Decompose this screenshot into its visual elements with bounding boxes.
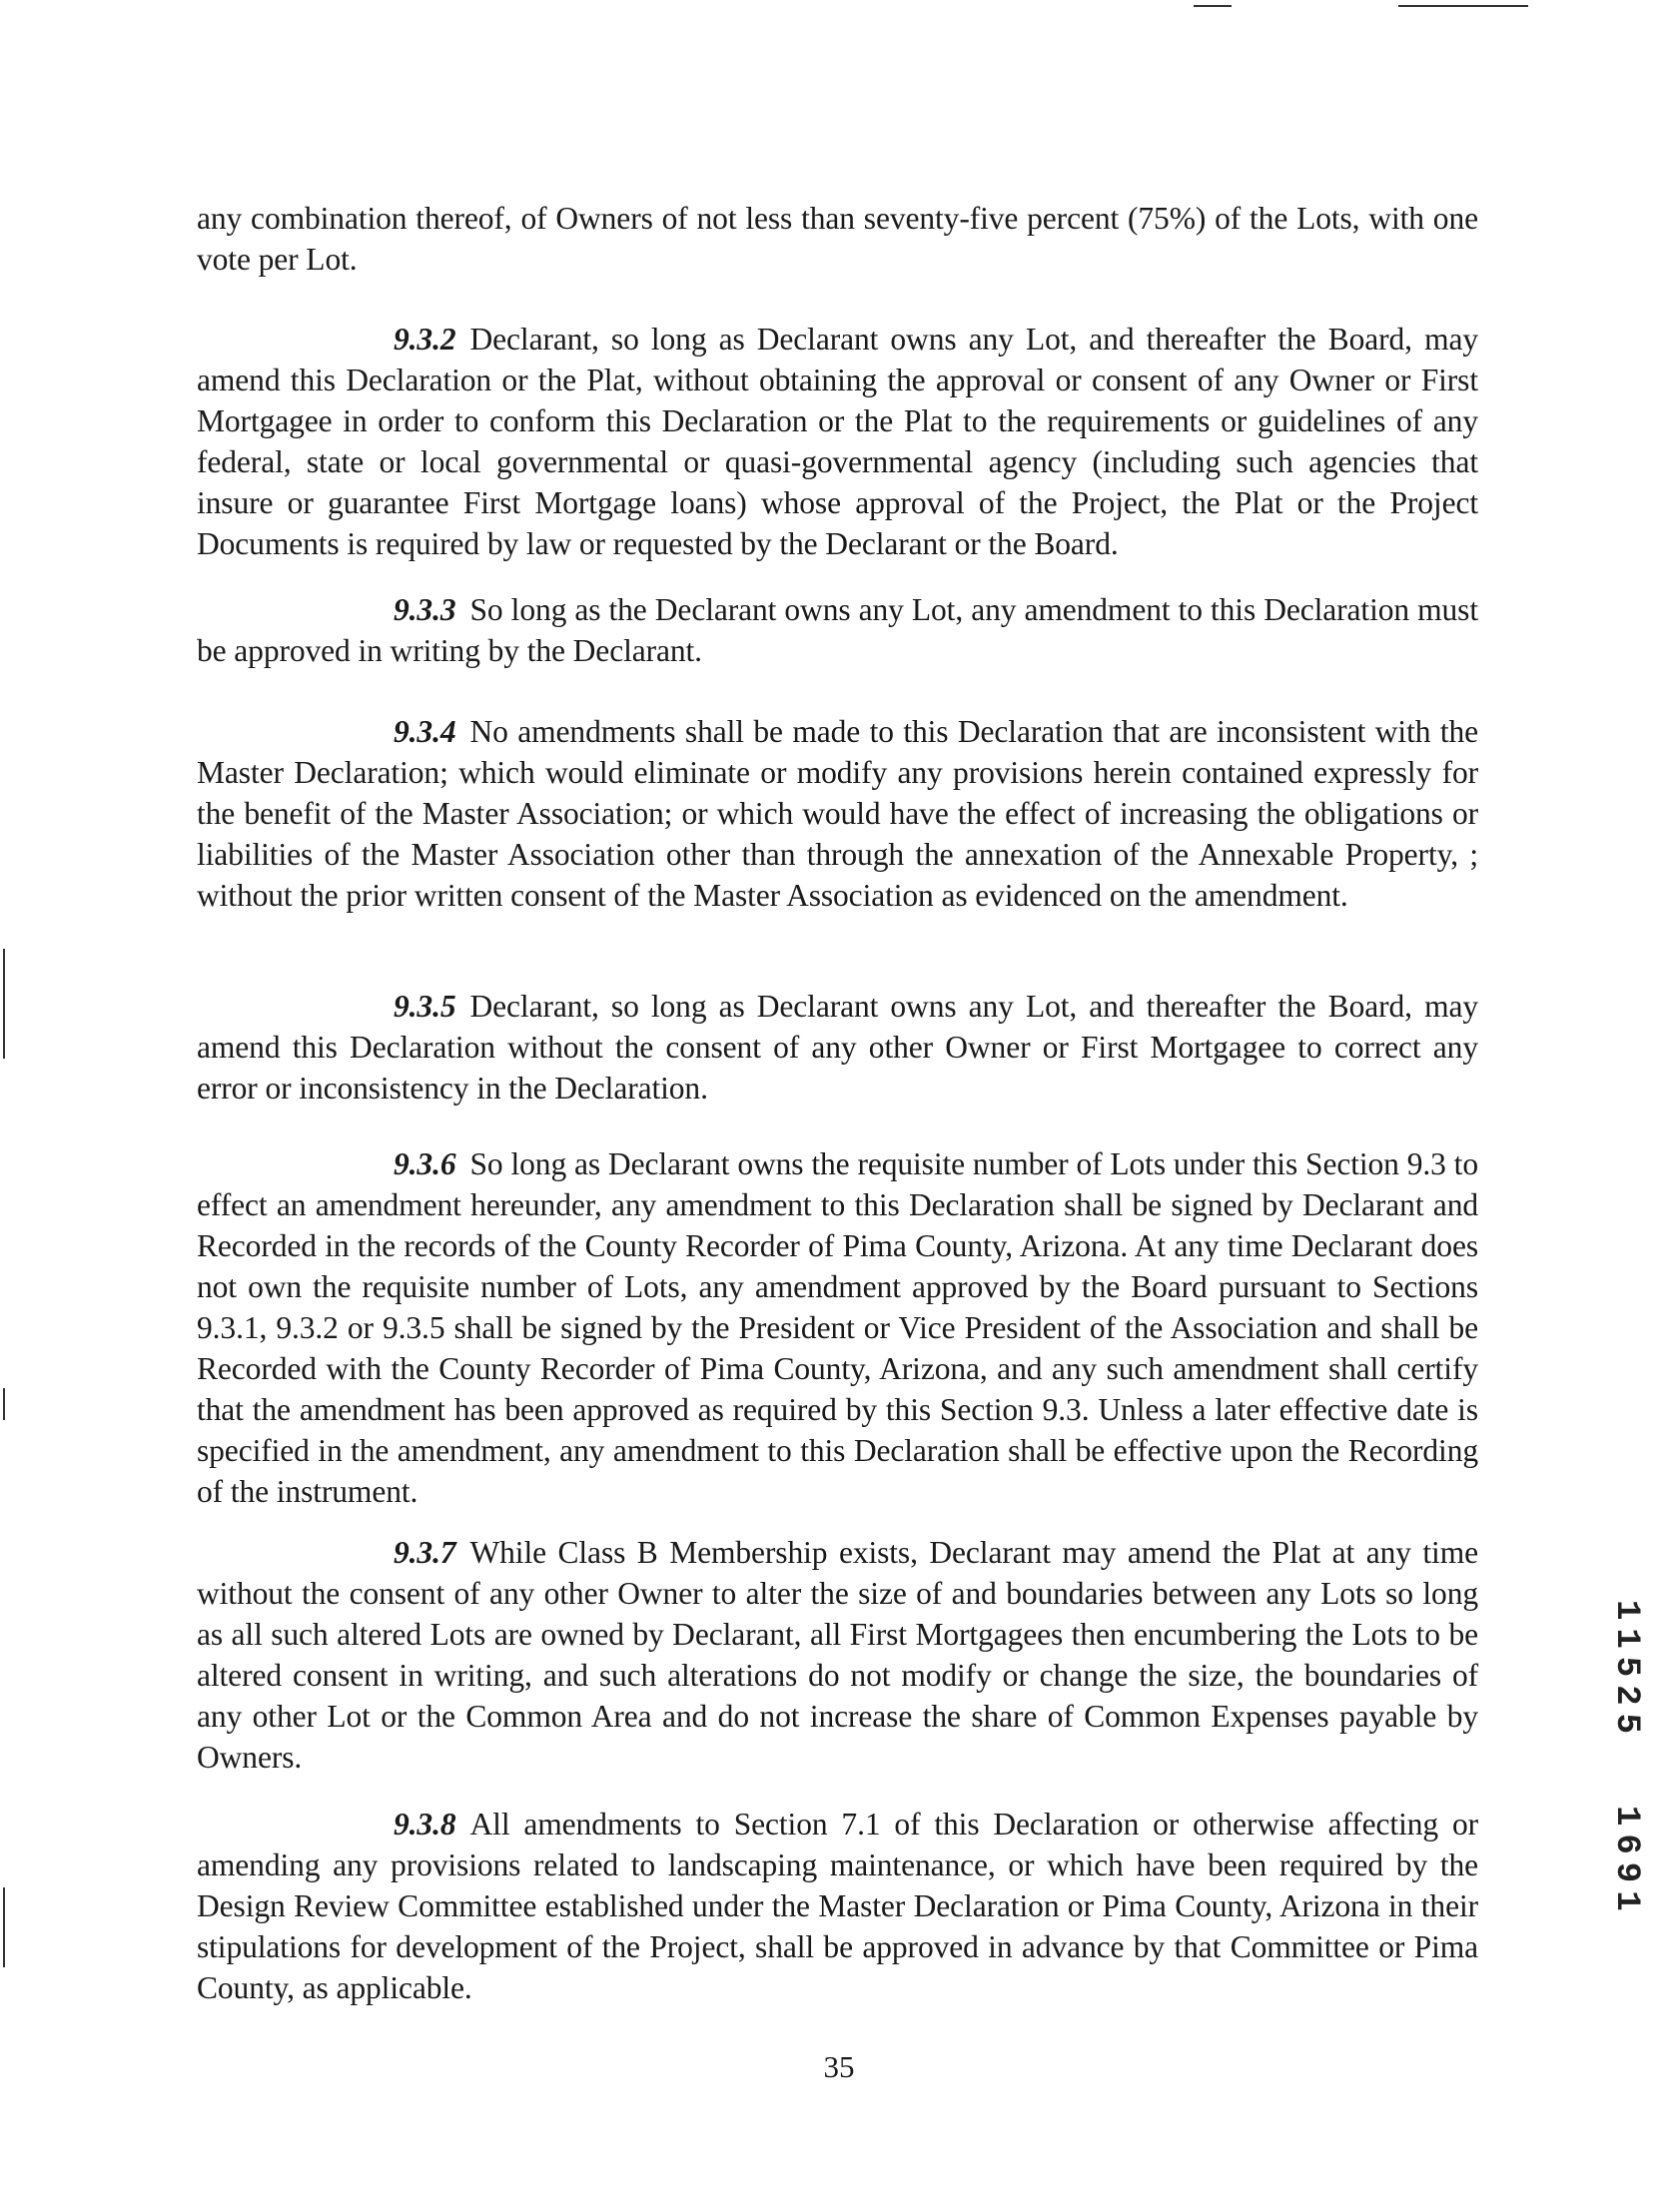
section-number: 9.3.4 — [394, 714, 456, 749]
section-text: So long as Declarant owns the requisite number of Lots under this Section 9.3 to effect an amendment hereunder, any amendment to this Declaration shall be signed by Declarant and Recorded in the records of the County Recorder of Pima County, Arizona. At any time Declarant does not own the requisite number of Lots, any amendment approved by the Board pursuant to Sections 9.3.1, 9.3.2 or 9.3.5 shall be signed by the President or Vice President of the Association and shall be Recorded with the County Recorder of Pima County, Arizona, and any such amendment shall certify that the amendment has been approved as required by this Section 9.3. Unless a later effective date is specified in the amendment, any amendment to this Declaration shall be effective upon the Recording of the instrument. — [197, 1146, 1478, 1509]
section-number: 9.3.2 — [394, 322, 456, 357]
section-text: No amendments shall be made to this Declaration that are inconsistent with the Master Declaration; which would eliminate or modify any provisions herein contained expressly for the benefit of the Master Association; or which would have the effect of increasing the obligations or liabilities of the Master Association other than through the annexation of the Annexable Property, ; without the prior written consent of the Master Association as evidenced on the amendment. — [197, 714, 1478, 913]
recording-stamp-lower: 1691 — [1607, 1806, 1645, 1919]
section-9-3-5 — [197, 986, 1478, 1108]
scan-mark-left-bottom — [3, 1887, 5, 1967]
scan-mark-left-lower — [3, 1388, 5, 1420]
section-text: While Class B Membership exists, Declarant may amend the Plat at any time without the consent of any other Owner to alter the size of and boundaries between any Lots so long as all such altered Lots are owned by Declarant, all First Mortgagees then encumbering the Lots to be altered consent in writing, and such alterations do not modify or change the size, the boundaries of any other Lot or the Common Area and do not increase the share of Common Expenses payable by Owners. — [197, 1535, 1478, 1775]
scan-mark-top-right — [1398, 5, 1528, 7]
section-9-3-7 — [197, 1532, 1478, 1778]
section-9-3-6 — [197, 1143, 1478, 1512]
section-9-3-3 — [197, 589, 1478, 671]
opening-text: any combination thereof, of Owners of not less than seventy-five percent (75%) of the Lots, with one vote per Lot. — [197, 201, 1478, 277]
recording-stamp-upper: 11525 — [1607, 1599, 1645, 1743]
scan-mark-left-upper — [3, 949, 5, 1059]
section-9-3-4 — [197, 711, 1478, 916]
section-text: All amendments to Section 7.1 of this Declaration or otherwise affecting or amending any provisions related to landscaping maintenance, or which have been required by the Design Review Committee established under the Master Declaration or Pima County, Arizona in their stipulations for development of the Project, shall be approved in advance by that Committee or Pima County, as applicable. — [197, 1807, 1478, 2005]
section-number: 9.3.6 — [394, 1146, 456, 1181]
section-number: 9.3.7 — [394, 1535, 456, 1570]
scan-mark-top — [1194, 5, 1232, 7]
section-number: 9.3.3 — [394, 592, 456, 627]
section-text: Declarant, so long as Declarant owns any Lot, and thereafter the Board, may amend this Declaration or the Plat, without obtaining the approval or consent of any Owner or First Mortgagee in order to conform this Declaration or the Plat to the requirements or guidelines of any federal, state or local governmental or quasi-governmental agency (including such agencies that insure or guarantee First Mortgage loans) whose approval of the Project, the Plat or the Project Documents is required by law or requested by the Declarant or the Board. — [197, 322, 1478, 561]
page-number: 35 — [823, 2049, 855, 2084]
section-number: 9.3.5 — [394, 989, 456, 1024]
section-9-3-2 — [197, 319, 1478, 564]
section-text: Declarant, so long as Declarant owns any Lot, and thereafter the Board, may amend this Declaration without the consent of any other Owner or First Mortgagee to correct any error or inconsistency in the Declaration. — [197, 989, 1478, 1106]
section-text: So long as the Declarant owns any Lot, any amendment to this Declaration must be approved in writing by the Declarant. — [197, 592, 1478, 668]
section-number: 9.3.8 — [394, 1807, 456, 1842]
opening-paragraph — [197, 198, 1478, 280]
section-9-3-8 — [197, 1804, 1478, 2008]
